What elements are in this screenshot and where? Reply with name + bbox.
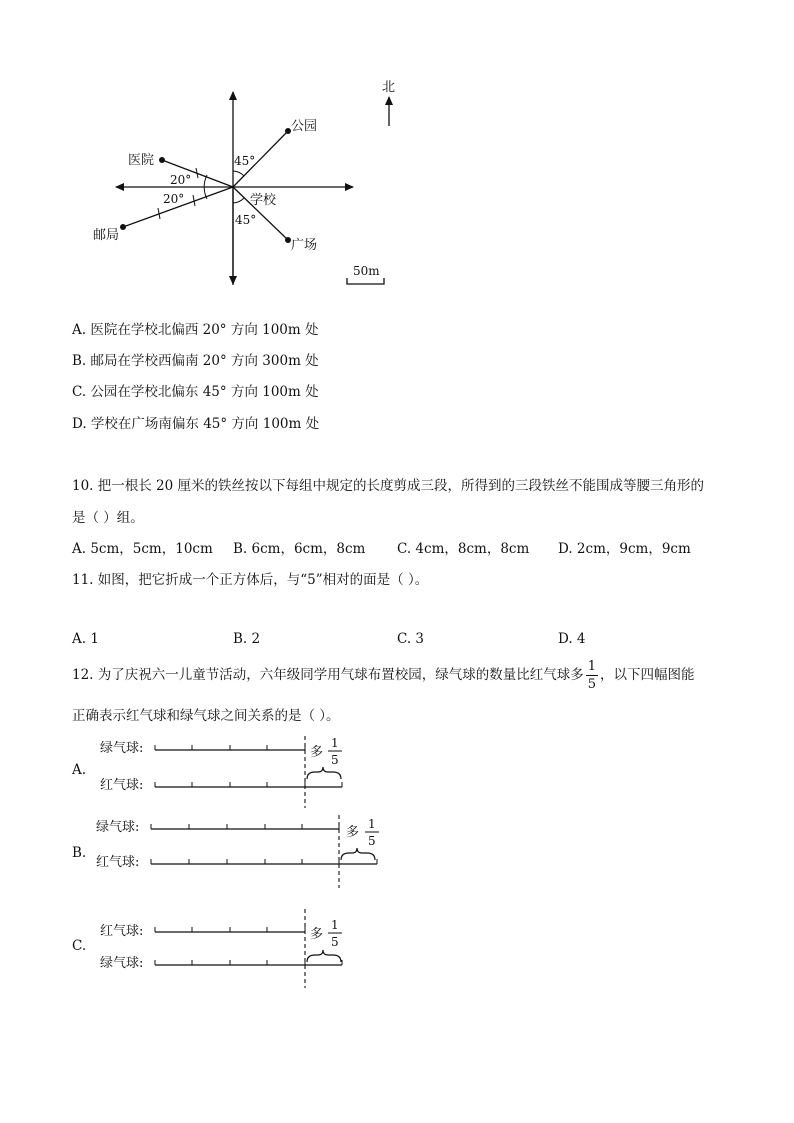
q11-option-c: C. 3: [397, 631, 425, 647]
direction-map: [0, 0, 794, 300]
diagram-a-red-label: 红气球:: [100, 778, 144, 793]
diagram-a-brace: [307, 767, 341, 779]
q12-option-a-label: A.: [72, 762, 87, 778]
diagram-b-den: 5: [368, 834, 376, 848]
diagram-b-more: 多: [346, 825, 360, 840]
angle-square-label: 45°: [235, 213, 257, 227]
angle-post-label: 20°: [163, 192, 185, 206]
q11-option-d: D. 4: [558, 631, 586, 647]
q10-option-d: D. 2cm，9cm，9cm: [558, 541, 691, 557]
square-label: 广场: [291, 238, 318, 253]
park-label: 公园: [291, 119, 318, 134]
hospital-point: [159, 157, 165, 163]
diagram-c-green-ticks: [155, 960, 342, 965]
diagram-a-more: 多: [310, 745, 324, 760]
diagram-b-num: 1: [368, 817, 376, 831]
diagram-c-green-label: 绿气球:: [100, 956, 144, 971]
diagram-b-green-ticks: [151, 824, 339, 829]
post-office-point: [120, 224, 126, 230]
diagram-c-more: 多: [310, 927, 324, 942]
diagram-c: [100, 909, 342, 988]
diagram-b: [96, 815, 379, 888]
q11-option-a: A. 1: [72, 631, 99, 647]
post-office-label: 邮局: [93, 228, 120, 243]
q10-option-a: A. 5cm，5cm，10cm: [72, 541, 213, 557]
q9-option-a: A. 医院在学校北偏西 20° 方向 100m 处: [72, 322, 319, 338]
diagram-b-brace: [341, 848, 375, 860]
diagram-c-red-label: 红气球:: [100, 924, 144, 939]
q12-fraction: [586, 660, 598, 691]
diagram-a: [100, 736, 342, 808]
scale-bar: [347, 278, 384, 284]
q10-option-c: C. 4cm，8cm，8cm: [397, 541, 530, 557]
diagram-c-brace: [307, 950, 341, 962]
q12-stem-line1: [72, 660, 695, 691]
diagram-a-num: 1: [331, 736, 339, 750]
arc-square: [233, 198, 244, 203]
q9-option-c: C. 公园在学校北偏东 45° 方向 100m 处: [72, 384, 319, 400]
diagram-c-den: 5: [331, 935, 339, 949]
diagram-c-num: 1: [331, 918, 339, 932]
q11-option-b: B. 2: [233, 631, 261, 647]
diagram-b-red-label: 红气球:: [96, 855, 140, 870]
school-label: 学校: [250, 193, 277, 208]
diagram-a-green-label: 绿气球:: [100, 741, 144, 756]
diagram-a-red-ticks: [155, 782, 342, 787]
diagram-a-green-ticks: [155, 745, 305, 750]
q12-diagrams: [0, 730, 794, 995]
diagram-a-den: 5: [331, 753, 339, 767]
q9-option-b: B. 邮局在学校西偏南 20° 方向 300m 处: [72, 353, 319, 369]
q12-stem-line2: 正确表示红气球和绿气球之间关系的是（ ）。: [72, 708, 340, 724]
angle-park-label: 45°: [234, 154, 256, 168]
scale-label: 50m: [353, 264, 380, 278]
diagram-b-green-label: 绿气球:: [96, 820, 140, 835]
q12-frac-num: 1: [587, 659, 597, 674]
hospital-label: 医院: [128, 153, 155, 168]
q12-stem-pre: 12. 为了庆祝六一儿童节活动，六年级同学用气球布置校园，绿气球的数量比红气球多: [72, 667, 584, 683]
q10-stem-line1: 10. 把一根长 20 厘米的铁丝按以下每组中规定的长度剪成三段，所得到的三段铁丝不能围成等腰三角形的: [72, 478, 705, 494]
q12-stem-post: ，以下四幅图能: [600, 667, 695, 683]
q9-option-d: D. 学校在广场南偏东 45° 方向 100m 处: [72, 416, 320, 432]
q12-frac-den: 5: [587, 677, 597, 692]
q12-option-b-label: B.: [72, 845, 87, 861]
q12-option-c-label: C.: [72, 938, 87, 954]
q10-stem-line2: 是（ ）组。: [72, 510, 144, 526]
diagram-b-red-ticks: [151, 859, 377, 864]
q11-stem: 11. 如图，把它折成一个正方体后，与“5”相对的面是（ ）。: [72, 572, 429, 588]
angle-hospital-label: 20°: [170, 173, 192, 187]
q10-option-b: B. 6cm，6cm，8cm: [233, 541, 366, 557]
diagram-c-red-ticks: [155, 927, 305, 932]
arc-park: [233, 171, 244, 176]
north-label: 北: [382, 80, 396, 95]
